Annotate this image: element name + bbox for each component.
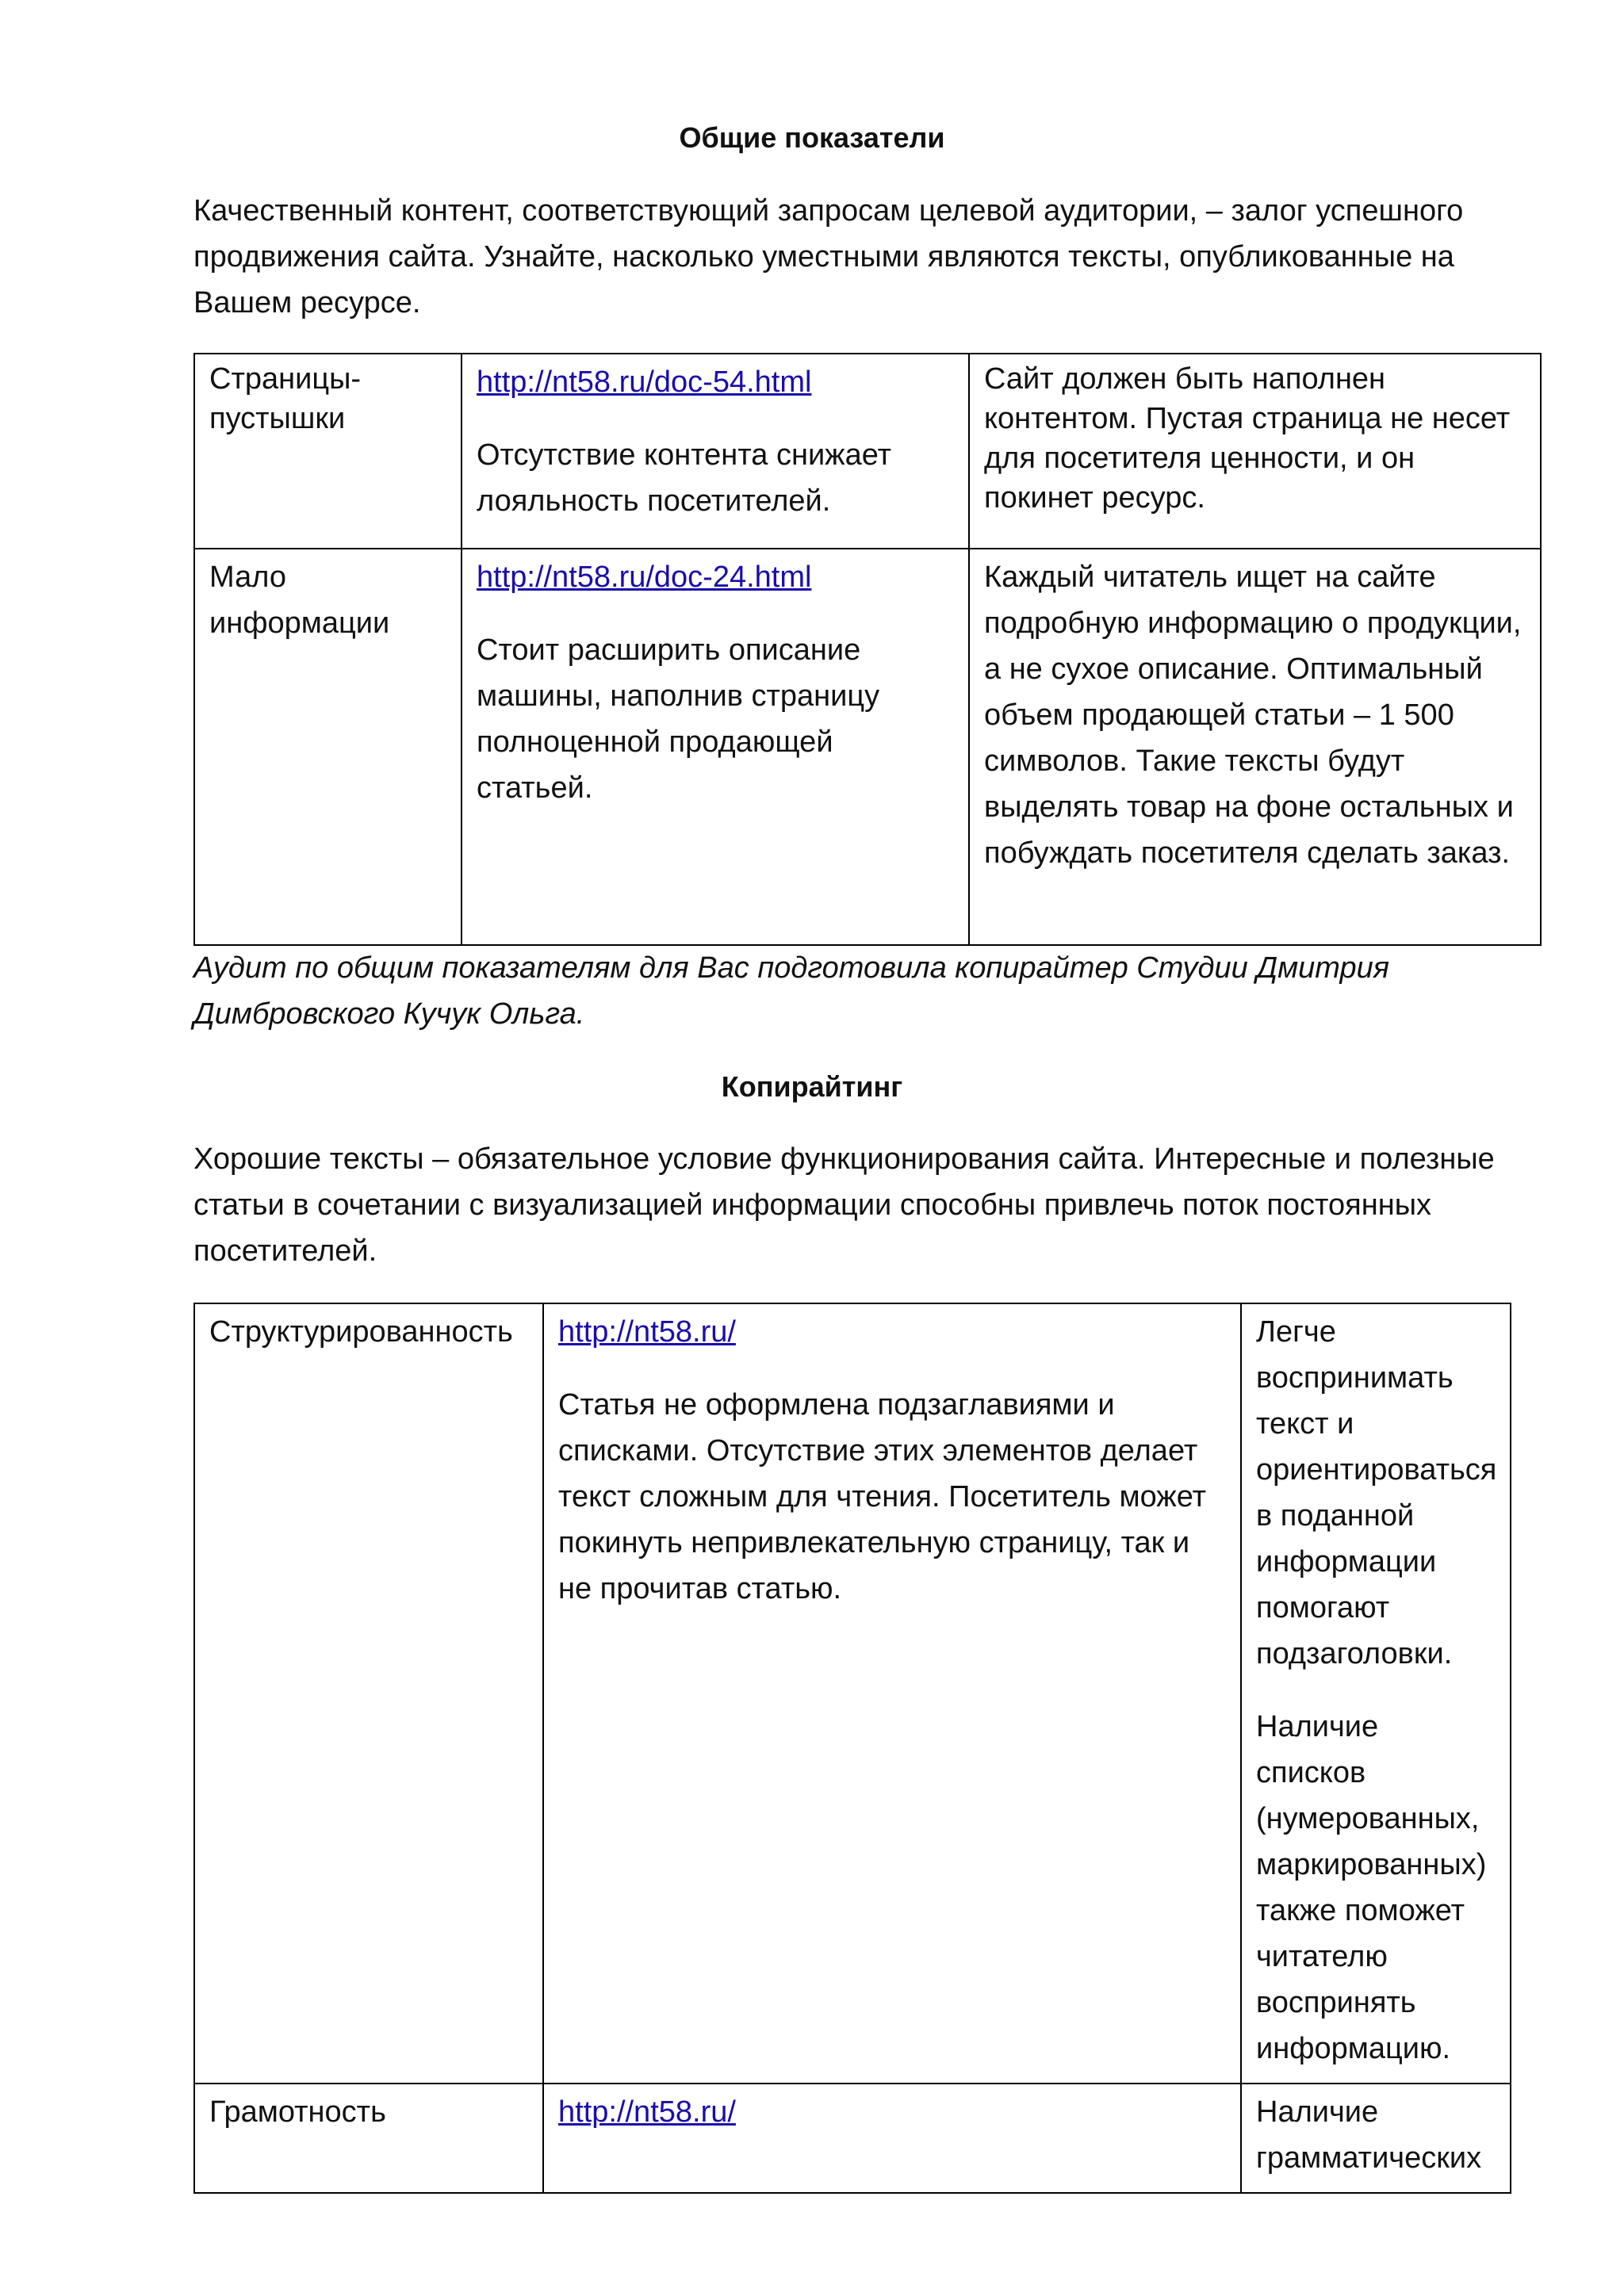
recommendation-text: Наличие списков (нумерованных, маркированных) также поможет читателю воспринять информацию. bbox=[1256, 1710, 1487, 2065]
intro-line: Хорошие тексты – обязательное условие функционирования сайта. Интересные и полезные bbox=[193, 1142, 1495, 1176]
metric-name: Страницы-пустышки bbox=[209, 362, 362, 435]
metric-detail-cell bbox=[543, 1303, 1241, 2084]
recommendation-cell bbox=[969, 549, 1541, 945]
copywriting-table bbox=[193, 1303, 1511, 2194]
recommendation-cell bbox=[1241, 2084, 1511, 2193]
metric-name-cell bbox=[194, 549, 462, 945]
page-link[interactable]: http://nt58.ru/ bbox=[558, 2095, 736, 2129]
metric-detail-cell bbox=[543, 2084, 1241, 2193]
recommendation-cell bbox=[969, 354, 1541, 549]
metric-name-cell bbox=[194, 1303, 543, 2084]
table-row bbox=[194, 1303, 1511, 2084]
recommendation-text: Каждый читатель ищет на сайте подробную информацию о продукции, а не сухое описание. Оптимальный объем продающей статьи – 1 500 символов. Такие тексты будут выделять товар на фоне остальных и побуждать посетителя сделать заказ. bbox=[984, 561, 1522, 870]
issue-text: Статья не оформлена подзаглавиями и списками. Отсутствие этих элементов делает текст сложным для чтения. Посетитель может покинуть непривлекательную страницу, так и не прочитав статью. bbox=[558, 1388, 1206, 1605]
metric-name-cell bbox=[194, 354, 462, 549]
metric-detail-cell bbox=[462, 549, 969, 945]
intro-line: статьи в сочетании с визуализацией информации способны привлечь поток постоянных bbox=[193, 1188, 1432, 1222]
intro-line: Качественный контент, соответствующий запросам целевой аудитории, – залог успешного bbox=[193, 194, 1464, 228]
metric-name-cell bbox=[194, 2084, 543, 2193]
table-row bbox=[194, 354, 1541, 549]
caption-line: Аудит по общим показателям для Вас подготовила копирайтер Студии Дмитрия bbox=[193, 951, 1390, 985]
general-metrics-table bbox=[193, 353, 1542, 946]
table-row bbox=[194, 2084, 1511, 2193]
intro-line: посетителей. bbox=[193, 1234, 377, 1268]
intro-paragraph-copywriting bbox=[193, 1136, 1495, 1274]
recommendation-text: Наличие грамматических bbox=[1256, 2095, 1482, 2175]
metric-detail-cell bbox=[462, 354, 969, 549]
section-title-general: Общие показатели bbox=[679, 121, 945, 154]
table-row bbox=[194, 549, 1541, 945]
metric-name: Структурированность bbox=[209, 1315, 513, 1349]
issue-text: Стоит расширить описание машины, наполнив страницу полноценной продающей статьей. bbox=[477, 633, 880, 805]
recommendation-text: Легче воспринимать текст и ориентироваться в поданной информации помогают подзаголовки. bbox=[1256, 1315, 1497, 1670]
intro-paragraph-general bbox=[193, 188, 1463, 326]
recommendation-cell bbox=[1241, 1303, 1511, 2084]
intro-line: Вашем ресурсе. bbox=[193, 286, 421, 320]
intro-line: продвижения сайта. Узнайте, насколько уместными являются тексты, опубликованные на bbox=[193, 240, 1454, 274]
metric-name: Грамотность bbox=[209, 2095, 386, 2129]
audit-caption bbox=[193, 945, 1389, 1037]
section-title-copywriting: Копирайтинг bbox=[721, 1070, 903, 1103]
page-link[interactable]: http://nt58.ru/doc-24.html bbox=[477, 561, 812, 594]
recommendation-text: Сайт должен быть наполнен контентом. Пустая страница не несет для посетителя ценности, и он покинет ресурс. bbox=[984, 362, 1511, 515]
metric-name: Мало информации bbox=[209, 561, 390, 640]
caption-line: Димбровского Кучук Ольга. bbox=[193, 997, 585, 1031]
page-link[interactable]: http://nt58.ru/ bbox=[558, 1315, 736, 1349]
issue-text: Отсутствие контента снижает лояльность посетителей. bbox=[477, 438, 892, 518]
page-link[interactable]: http://nt58.ru/doc-54.html bbox=[477, 365, 812, 399]
